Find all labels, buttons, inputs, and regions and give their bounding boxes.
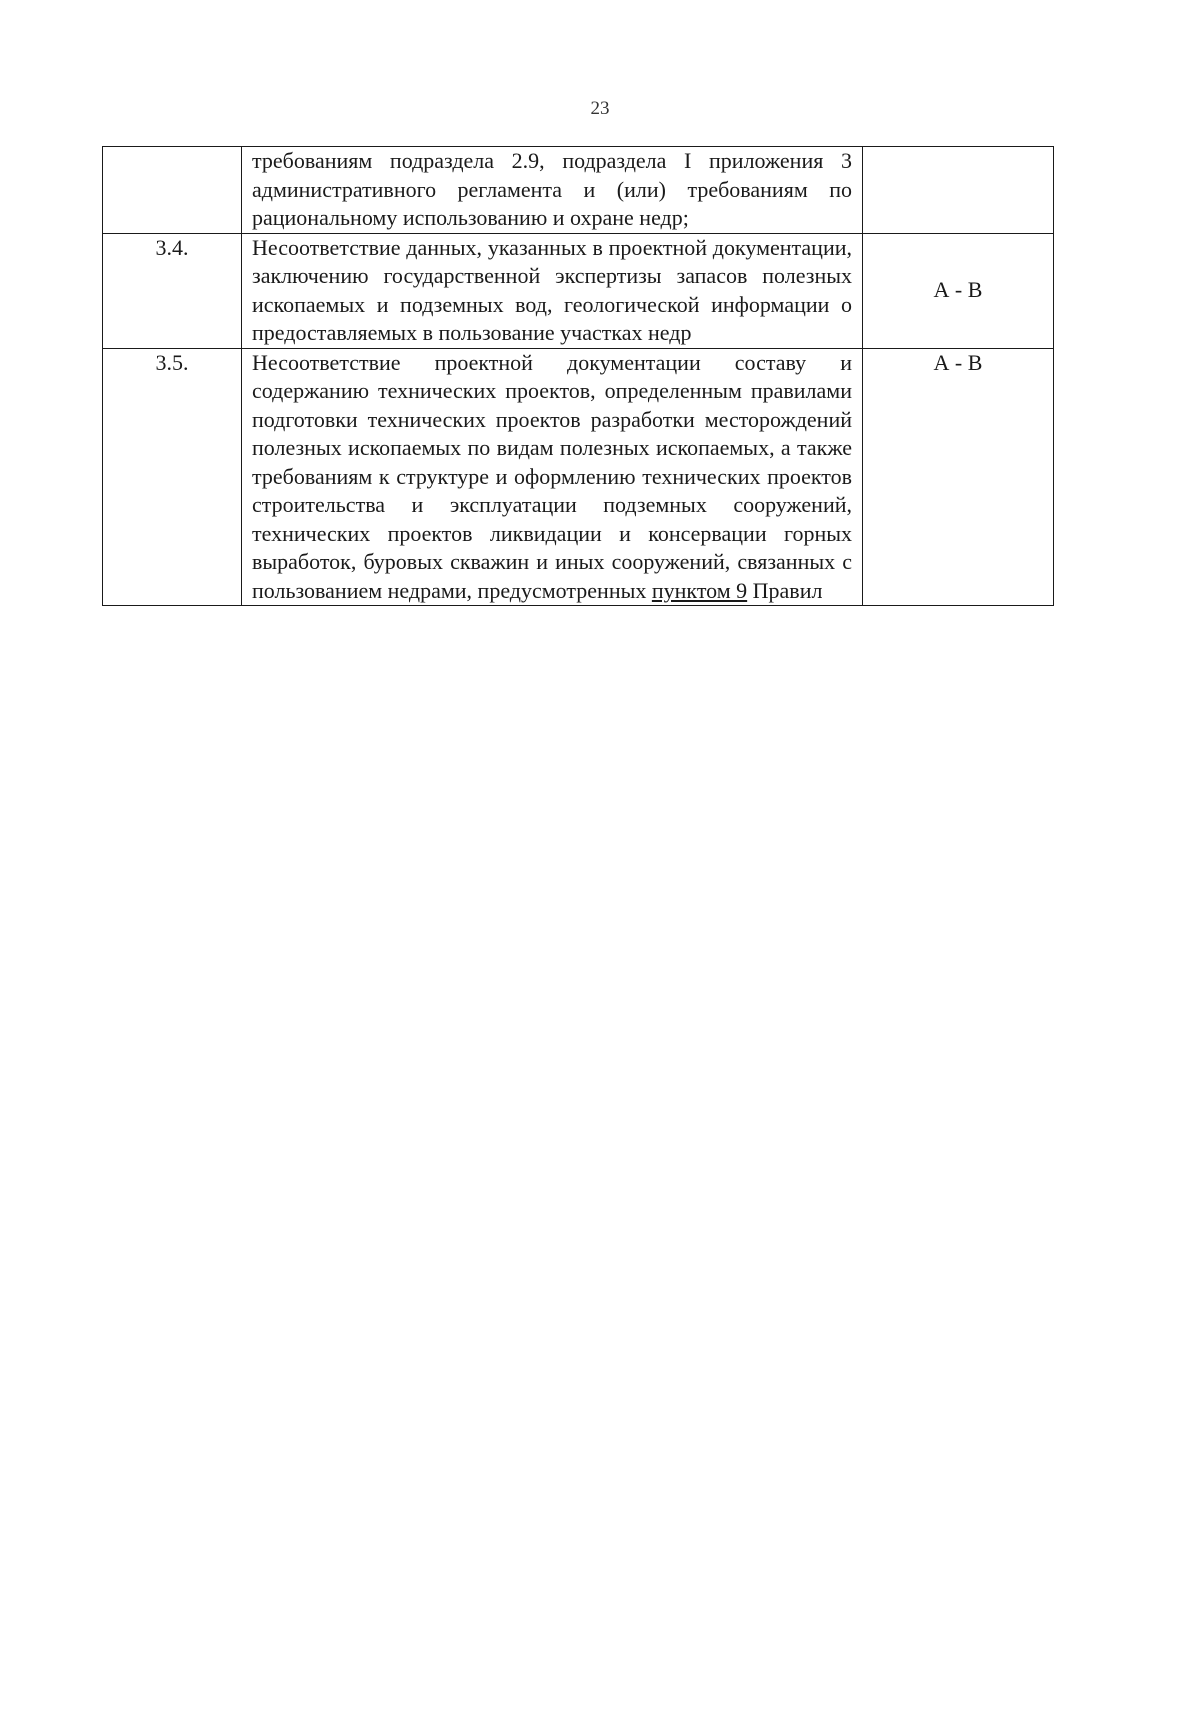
row-code-cell — [863, 147, 1054, 234]
row-number-cell: 3.4. — [103, 233, 242, 348]
rule-paragraph-link[interactable]: пунктом 9 — [651, 577, 748, 603]
table-row — [103, 147, 1054, 234]
row-description-cell: Несоответствие данных, указанных в проектной документации, заключению государственной экспертизы запасов полезных ископаемых и подземных вод, геологической информации о предоставляемых в пользование участках недр — [242, 233, 863, 348]
row-code-cell: А - В — [863, 348, 1054, 606]
row-number-cell — [103, 147, 242, 234]
description-text-tail: Правил — [747, 577, 823, 603]
table-row — [103, 233, 1054, 348]
row-description-cell: требованиям подраздела 2.9, подраздела I приложения 3 административного регламента и (или) требованиям по рациональному использованию и охране недр; — [242, 147, 863, 234]
row-code-cell: А - В — [863, 233, 1054, 348]
description-text: Несоответствие проектной документации составу и содержанию технических проектов, определенным правилами подготовки технических проектов разработки месторождений полезных ископаемых по видам полезных ископаемых, а также требованиям к структуре и оформлению технических проектов строительства и эксплуатации подземных сооружений, технических проектов ликвидации и консервации горных выработок, буровых скважин и иных сооружений, связанных с пользованием недрами, предусмотренных — [252, 349, 852, 603]
row-description-cell — [242, 348, 863, 606]
row-number-cell: 3.5. — [103, 348, 242, 606]
requirements-table — [102, 146, 1054, 606]
page-number: 23 — [590, 98, 610, 119]
table-row — [103, 348, 1054, 606]
